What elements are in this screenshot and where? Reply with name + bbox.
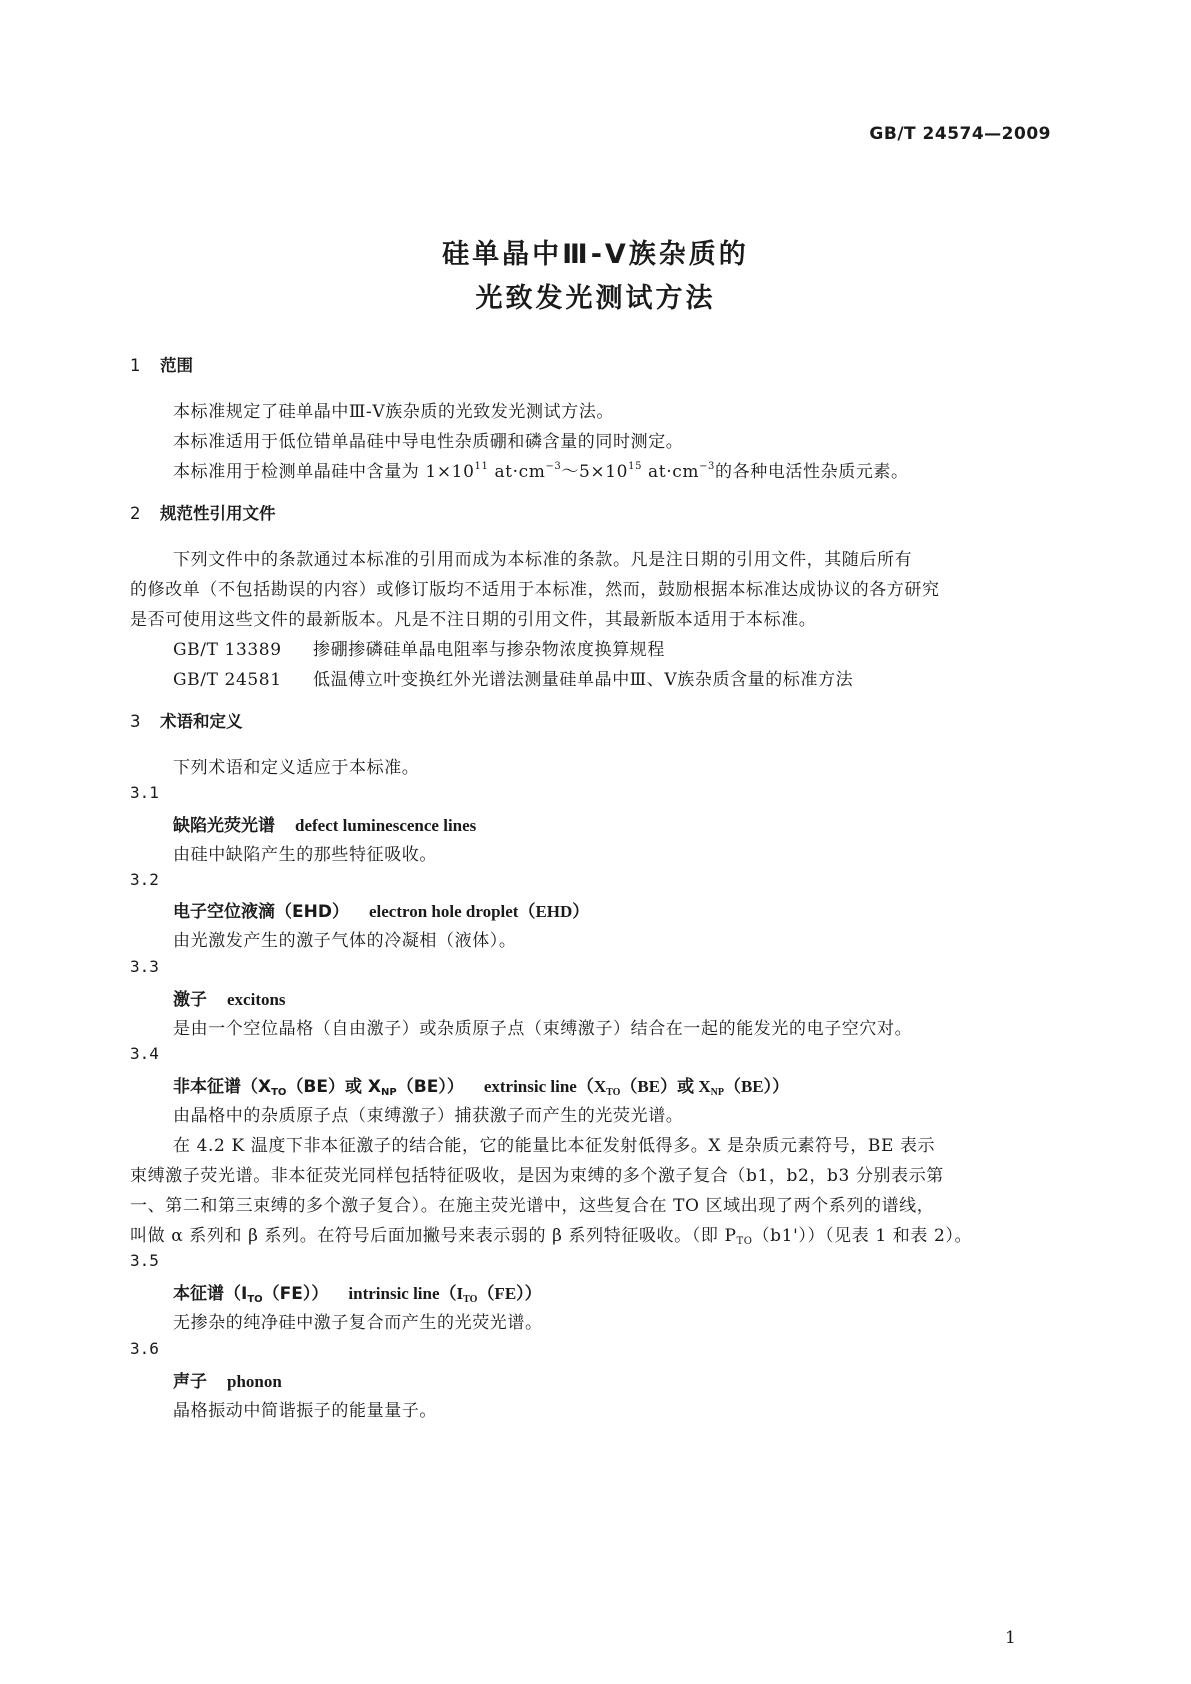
term-definition: 无掺杂的纯净硅中激子复合而产生的光荧光谱。 xyxy=(173,1313,543,1333)
term-note-line: 叫做 α 系列和 β 系列。在符号后面加撇号来表示弱的 β 系列特征吸收。（即 PTO（b1'））（见表 1 和表 2）。 xyxy=(130,1226,973,1247)
term-chinese: 本征谱（ITO（FE）） xyxy=(173,1284,329,1305)
term-definition: 是由一个空位晶格（自由激子）或杂质原子点（束缚激子）结合在一起的能发光的电子空穴对。 xyxy=(173,1019,913,1039)
section-number: 2 xyxy=(130,504,141,523)
term-note-line: 束缚激子荧光谱。非本征荧光同样包括特征吸收，是因为束缚的多个激子复合（b1，b2，b3 分别表示第 xyxy=(130,1166,944,1186)
document-title-line-1: 硅单晶中Ⅲ-Ⅴ族杂质的 xyxy=(442,239,749,270)
section-number: 1 xyxy=(130,356,141,375)
clause-number: 3.4 xyxy=(130,1044,159,1063)
term-english: phonon xyxy=(227,1372,282,1391)
term-heading xyxy=(173,1072,789,1098)
term-english: extrinsic line（XTO（BE）或 XNP（BE）） xyxy=(483,1077,790,1098)
paragraph: 本标准适用于低位错单晶硅中导电性杂质硼和磷含量的同时测定。 xyxy=(173,432,684,452)
term-english: electron hole droplet（EHD） xyxy=(368,902,590,921)
paragraph: 本标准规定了硅单晶中Ⅲ-Ⅴ族杂质的光致发光测试方法。 xyxy=(173,402,615,422)
reference-title: 低温傅立叶变换红外光谱法测量硅单晶中Ⅲ、Ⅴ族杂质含量的标准方法 xyxy=(313,670,854,690)
paragraph: 本标准用于检测单晶硅中含量为 $1\times 10^{11}$ $at\cdot cm^{-3}\sim 5\times 10^{15}$ $at\cdot cm^{-3}$的各种电活性杂质元素。 xyxy=(173,461,909,482)
term-heading xyxy=(173,1367,282,1392)
section-title: 范围 xyxy=(160,356,193,375)
clause-number: 3.2 xyxy=(130,870,159,889)
term-english: excitons xyxy=(227,990,286,1009)
term-definition: 晶格振动中简谐振子的能量量子。 xyxy=(173,1401,437,1421)
clause-number: 3.1 xyxy=(130,783,159,802)
term-definition: 由晶格中的杂质原子点（束缚激子）捕获激子而产生的光荧光谱。 xyxy=(173,1106,684,1126)
paragraph-line: 下列文件中的条款通过本标准的引用而成为本标准的条款。凡是注日期的引用文件，其随后所有 xyxy=(173,550,913,570)
paragraph-line: 的修改单（不包括勘误的内容）或修订版均不适用于本标准，然而，鼓励根据本标准达成协议的各方研究 xyxy=(130,580,940,600)
term-english: defect luminescence lines xyxy=(295,816,477,835)
standard-number: GB/T 24574—2009 xyxy=(869,124,1051,144)
term-chinese: 声子 xyxy=(173,1372,207,1392)
section-1-heading xyxy=(130,352,193,376)
paragraph: 下列术语和定义适应于本标准。 xyxy=(173,758,420,778)
section-3-heading xyxy=(130,708,243,732)
term-heading xyxy=(173,811,476,836)
reference-item xyxy=(173,665,853,690)
reference-code: GB/T 13389 xyxy=(173,640,282,660)
clause-number: 3.3 xyxy=(130,957,159,976)
term-english: intrinsic line（ITO（FE）） xyxy=(348,1284,542,1305)
term-note-line: 在 4.2 K 温度下非本征激子的结合能，它的能量比本征发射低得多。X 是杂质元素符号，BE 表示 xyxy=(173,1136,936,1156)
section-number: 3 xyxy=(130,712,141,731)
section-2-heading xyxy=(130,500,276,524)
term-definition: 由光激发产生的激子气体的冷凝相（液体）。 xyxy=(173,931,517,951)
page-number: 1 xyxy=(1005,1628,1016,1648)
reference-title: 掺硼掺磷硅单晶电阻率与掺杂物浓度换算规程 xyxy=(313,640,665,660)
clause-number: 3.6 xyxy=(130,1339,159,1358)
term-heading xyxy=(173,897,589,922)
term-chinese: 电子空位液滴（EHD） xyxy=(173,902,349,922)
section-title: 术语和定义 xyxy=(160,712,243,731)
term-heading xyxy=(173,985,286,1010)
clause-number: 3.5 xyxy=(130,1251,159,1270)
term-note-line: 一、第二和第三束缚的多个激子复合）。在施主荧光谱中，这些复合在 TO 区域出现了两个系列的谱线， xyxy=(130,1196,935,1216)
document-title-line-2: 光致发光测试方法 xyxy=(475,283,716,314)
term-definition: 由硅中缺陷产生的那些特征吸收。 xyxy=(173,845,437,865)
term-heading xyxy=(173,1279,542,1305)
term-chinese: 非本征谱（XTO（BE）或 XNP（BE）） xyxy=(173,1077,464,1098)
term-chinese: 缺陷光荧光谱 xyxy=(173,816,275,836)
reference-code: GB/T 24581 xyxy=(173,670,282,690)
term-chinese: 激子 xyxy=(173,990,207,1010)
paragraph-line: 是否可使用这些文件的最新版本。凡是不注日期的引用文件，其最新版本适用于本标准。 xyxy=(130,610,817,630)
section-title: 规范性引用文件 xyxy=(160,504,276,523)
reference-item xyxy=(173,635,665,660)
